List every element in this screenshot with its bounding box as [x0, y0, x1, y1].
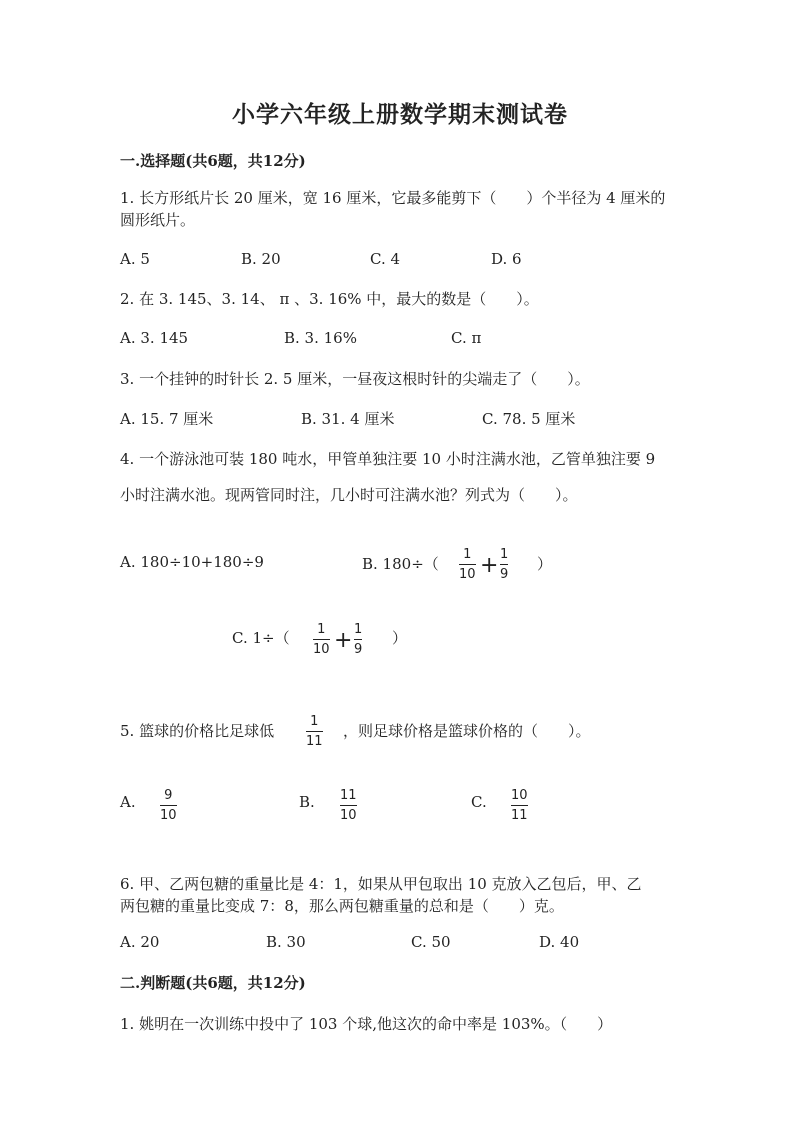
- judge-question-1: 1. 姚明在一次训练中投中了 103 个球,他这次的命中率是 103%。（ ）: [120, 1015, 613, 1033]
- q5-option-c: C.: [471, 793, 487, 811]
- q2-option-a: A. 3. 145: [120, 329, 189, 347]
- q4-c-fraction-1: [313, 622, 330, 657]
- denominator: 11: [306, 734, 323, 749]
- section-heading-judge: 二.判断题(共6题，共12分): [120, 974, 306, 992]
- question-1: 1. 长方形纸片长 20 厘米，宽 16 厘米，它最多能剪下（ ）个半径为 4 厘米的圆形纸片。: [120, 189, 666, 229]
- q2-option-b: B. 3. 16%: [284, 329, 357, 347]
- numerator: 1: [500, 547, 509, 562]
- denominator: 10: [340, 808, 357, 823]
- question-4-line-2: 小时注满水池。现两管同时注，几小时可注满水池？列式为（ ）。: [120, 486, 578, 504]
- q3-option-a: A. 15. 7 厘米: [120, 410, 214, 428]
- numerator: 9: [164, 788, 173, 803]
- numerator: 1: [354, 622, 363, 637]
- q1-option-b: B. 20: [241, 250, 281, 268]
- q3-option-c: C. 78. 5 厘米: [482, 410, 576, 428]
- q4-option-c-prefix: C. 1÷（: [232, 629, 290, 647]
- q4-b-close-paren: ）: [537, 555, 553, 573]
- q5-option-a-fraction: [160, 788, 177, 823]
- denominator: 9: [500, 567, 509, 582]
- q5-option-b: B.: [299, 793, 315, 811]
- numerator: 1: [317, 622, 326, 637]
- q4-option-a: A. 180÷10+180÷9: [120, 553, 264, 571]
- numerator: 1: [463, 547, 472, 562]
- plus-sign: +: [334, 628, 353, 653]
- q3-option-b: B. 31. 4 厘米: [301, 410, 395, 428]
- q5-option-b-fraction: [340, 788, 357, 823]
- q4-c-fraction-2: [354, 622, 362, 657]
- q1-option-c: C. 4: [370, 250, 401, 268]
- denominator: 10: [313, 642, 330, 657]
- denominator: 11: [511, 808, 528, 823]
- q5-fraction: [306, 714, 323, 749]
- question-2: 2. 在 3. 145、3. 14、 π 、3. 16% 中，最大的数是（ ）。: [120, 290, 539, 308]
- q6-option-d: D. 40: [539, 933, 580, 951]
- question-3: 3. 一个挂钟的时针长 2. 5 厘米，一昼夜这根时针的尖端走了（ ）。: [120, 370, 590, 388]
- denominator: 9: [354, 642, 363, 657]
- denominator: 10: [459, 567, 476, 582]
- section-heading-choice: 一.选择题(共6题，共12分): [120, 152, 306, 170]
- q6-option-b: B. 30: [266, 933, 306, 951]
- page-title: 小学六年级上册数学期末测试卷: [232, 101, 568, 128]
- numerator: 1: [310, 714, 319, 729]
- question-6-line-2: 两包糖的重量比变成 7：8，那么两包糖重量的总和是（ ）克。: [120, 897, 564, 915]
- q5-option-c-fraction: [511, 788, 528, 823]
- q5-option-a: A.: [120, 793, 136, 811]
- q1-option-a: A. 5: [120, 250, 150, 268]
- denominator: 10: [160, 808, 177, 823]
- numerator: 11: [340, 788, 357, 803]
- q4-b-fraction-1: [459, 547, 476, 582]
- q1-option-d: D. 6: [491, 250, 522, 268]
- q6-option-c: C. 50: [411, 933, 451, 951]
- q4-b-fraction-2: [500, 547, 508, 582]
- question-6-line-1: 6. 甲、乙两包糖的重量比是 4：1，如果从甲包取出 10 克放入乙包后，甲、乙: [120, 875, 642, 893]
- question-5-prefix: 5. 篮球的价格比足球低: [120, 722, 275, 740]
- q2-option-c: C. π: [451, 329, 482, 347]
- q4-option-b-prefix: B. 180÷（: [362, 555, 439, 573]
- q4-c-close-paren: ）: [392, 629, 408, 647]
- plus-sign: +: [480, 553, 499, 578]
- question-5-suffix: ，则足球价格是篮球价格的（ ）。: [343, 722, 591, 740]
- q6-option-a: A. 20: [120, 933, 160, 951]
- question-4-line-1: 4. 一个游泳池可装 180 吨水，甲管单独注要 10 小时注满水池，乙管单独注要 9: [120, 450, 656, 468]
- numerator: 10: [511, 788, 528, 803]
